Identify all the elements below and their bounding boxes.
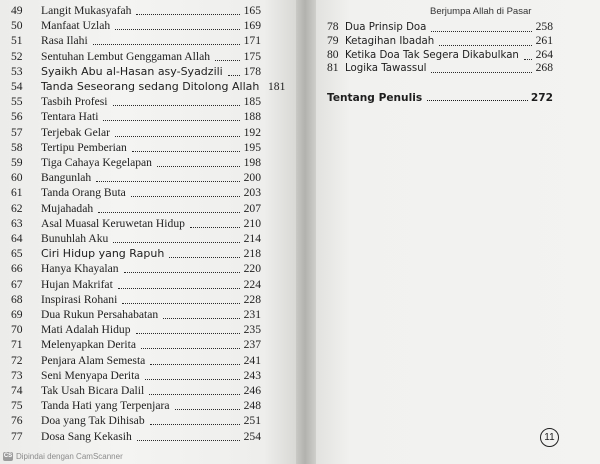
toc-entry [11,293,261,307]
entry-title: Manfaat Uzlah [41,19,111,33]
entry-page: 231 [243,308,261,321]
entry-title: Dua Rukun Persahabatan [41,308,159,321]
entry-page: 268 [535,61,553,75]
toc-entry [11,110,261,124]
entry-number: 62 [11,201,23,215]
entry-number: 57 [11,125,23,139]
entry-page: 218 [243,247,261,261]
dot-leader [132,150,240,152]
entry-number: 66 [11,262,23,276]
entry-number: 72 [11,353,23,367]
toc-entry [11,34,261,48]
toc-entry [11,171,261,185]
entry-title: Inspirasi Rohani [41,292,118,306]
dot-leader [427,99,528,101]
entry-page: 195 [243,140,261,154]
entry-page: 185 [243,95,261,109]
entry-title: Syaikh Abu al-Hasan asy-Syadzili [41,64,223,78]
dot-leader [524,58,532,60]
entry-title: Sentuhan Lembut Genggaman Allah [41,49,211,63]
entry-page: 181 [267,80,286,93]
toc-entry [11,19,261,33]
entry-title: Tanda Seseorang sedang Ditolong Allah [41,80,260,93]
author-section-page: 272 [530,92,553,104]
entry-number: 69 [11,308,23,321]
entry-number: 61 [11,186,23,200]
toc-entry [11,308,261,322]
entry-title: Seni Menyapa Derita [41,368,140,382]
entry-page: 210 [243,216,261,230]
entry-number: 68 [11,292,23,306]
entry-title: Ketika Doa Tak Segera Dikabulkan [345,49,519,61]
dot-leader [141,347,240,349]
entry-title: Langit Mukasyafah [41,4,132,17]
entry-page: 171 [243,34,261,48]
entry-page: 224 [243,277,261,291]
toc-entry [11,369,261,383]
entry-number: 59 [11,156,23,169]
toc-entry [11,338,261,352]
toc-entry [11,141,261,155]
entry-title: Tanda Hati yang Terpenjara [41,399,170,413]
dot-leader [228,74,240,76]
entry-number: 54 [11,80,23,93]
entry-title: Ketagihan Ibadah [345,35,435,47]
toc-entry [327,48,553,63]
dot-leader [136,13,240,15]
entry-page: 175 [243,49,261,63]
entry-number: 60 [11,171,23,185]
entry-page: 228 [243,292,261,306]
toc-entry [11,65,261,79]
dot-leader [137,439,240,441]
dot-leader [150,363,240,365]
entry-page: 248 [243,399,261,413]
dot-leader [131,195,240,197]
dot-leader [190,226,240,228]
entry-number: 77 [11,429,23,443]
dot-leader [103,119,240,121]
entry-title: Logika Tawassul [345,63,427,75]
toc-entry [11,217,261,231]
entry-number: 78 [327,20,339,33]
entry-number: 50 [11,19,23,33]
entry-page: 254 [243,429,261,443]
toc-entry [11,414,261,428]
entry-page: 241 [243,353,261,367]
entry-page: 169 [243,19,261,33]
dot-leader [431,71,532,73]
entry-title: Mujahadah [41,201,94,215]
dot-leader [115,135,240,137]
entry-page: 188 [243,110,261,124]
dot-leader [149,393,240,395]
toc-entry [11,202,261,216]
entry-title: Terjebak Gelar [41,125,111,139]
entry-number: 55 [11,95,23,109]
toc-entry [11,354,261,368]
dot-leader [175,408,240,410]
entry-title: Hujan Makrifat [41,277,113,291]
entry-title: Dosa Sang Kekasih [41,429,132,443]
entry-number: 81 [327,61,339,75]
entry-number: 71 [11,338,23,352]
entry-page: 198 [243,156,261,169]
dot-leader [215,59,240,61]
entry-title: Dua Prinsip Doa [345,22,427,33]
entry-title: Melenyapkan Derita [41,338,136,352]
entry-page: 261 [535,33,553,47]
entry-title: Tiga Cahaya Kegelapan [41,156,152,169]
dot-leader [136,332,240,334]
entry-number: 74 [11,384,23,397]
toc-entry [327,34,553,49]
entry-number: 51 [11,34,23,48]
entry-title: Penjara Alam Semesta [41,353,146,367]
entry-page: 200 [243,171,261,185]
watermark-text: Dipindai dengan CamScanner [16,452,123,461]
entry-title: Rasa Ilahi [41,34,88,48]
entry-page: 237 [243,338,261,352]
toc-entry [11,278,261,292]
entry-title: Mati Adalah Hidup [41,323,131,337]
entry-title: Doa yang Tak Dihisab [41,414,145,428]
entry-page: 264 [535,47,553,61]
dot-leader [113,241,240,243]
entry-number: 56 [11,110,23,124]
entry-page: 207 [243,201,261,215]
dot-leader [145,378,240,380]
entry-title: Tak Usah Bicara Dalil [41,384,145,397]
entry-page: 165 [243,4,261,17]
toc-entry [11,80,286,94]
toc-entry [11,384,261,398]
book-gutter [296,0,316,464]
dot-leader [163,317,240,319]
entry-number: 70 [11,323,23,337]
dot-leader [118,287,240,289]
dot-leader [431,30,532,32]
entry-title: Hanya Khayalan [41,262,119,276]
entry-number: 52 [11,49,23,63]
entry-number: 79 [327,33,339,47]
entry-page: 192 [243,125,261,139]
dot-leader [439,44,532,46]
entry-page: 235 [243,323,261,337]
entry-page: 203 [243,186,261,200]
entry-title: Tanda Orang Buta [41,186,126,200]
entry-number: 73 [11,368,23,382]
entry-title: Tertipu Pemberian [41,140,127,154]
entry-page: 246 [243,384,261,397]
toc-entry [11,126,261,140]
toc-entry [11,232,261,246]
running-head: Berjumpa Allah di Pasar [430,6,532,17]
dot-leader [169,256,240,258]
toc-entry [11,95,261,109]
toc-entry [11,262,261,276]
toc-entry [11,50,261,64]
entry-number: 76 [11,414,23,428]
dot-leader [122,302,240,304]
entry-title: Tentara Hati [41,110,99,124]
dot-leader [113,104,241,106]
entry-page: 214 [243,232,261,245]
dot-leader [98,211,240,213]
entry-title: Asal Muasal Keruwetan Hidup [41,216,185,230]
entry-title: Bangunlah [41,171,92,185]
toc-author-section [327,92,553,104]
dot-leader [150,423,240,425]
toc-entry [11,4,261,18]
entry-number: 49 [11,4,23,17]
entry-page: 258 [535,20,553,33]
dot-leader [115,28,240,30]
entry-number: 63 [11,216,23,230]
toc-entry [11,247,261,261]
author-section-title: Tentang Penulis [327,92,423,104]
entry-page: 220 [243,262,261,276]
toc-entry [11,156,261,170]
toc-entry [11,430,261,444]
toc-entry [11,323,261,337]
dot-leader [93,43,240,45]
entry-number: 75 [11,399,23,413]
entry-number: 80 [327,47,339,61]
toc-entry [11,399,261,413]
entry-number: 53 [11,64,23,78]
entry-page: 178 [243,64,261,78]
toc-entry [11,186,261,200]
camscanner-logo-icon: CS [3,453,13,459]
scanner-watermark [3,452,123,461]
entry-title: Ciri Hidup yang Rapuh [41,247,165,261]
entry-title: Bunuhlah Aku [41,232,109,245]
dot-leader [96,180,240,182]
toc-entry [327,20,553,35]
dot-leader [157,165,240,167]
dot-leader [124,271,240,273]
entry-title: Tasbih Profesi [41,95,108,109]
toc-entry [327,61,553,76]
entry-number: 64 [11,232,23,245]
entry-page: 243 [243,368,261,382]
entry-number: 67 [11,277,23,291]
entry-number: 65 [11,247,23,261]
entry-page: 251 [243,414,261,428]
entry-number: 58 [11,140,23,154]
page-number-badge: 11 [540,428,559,447]
